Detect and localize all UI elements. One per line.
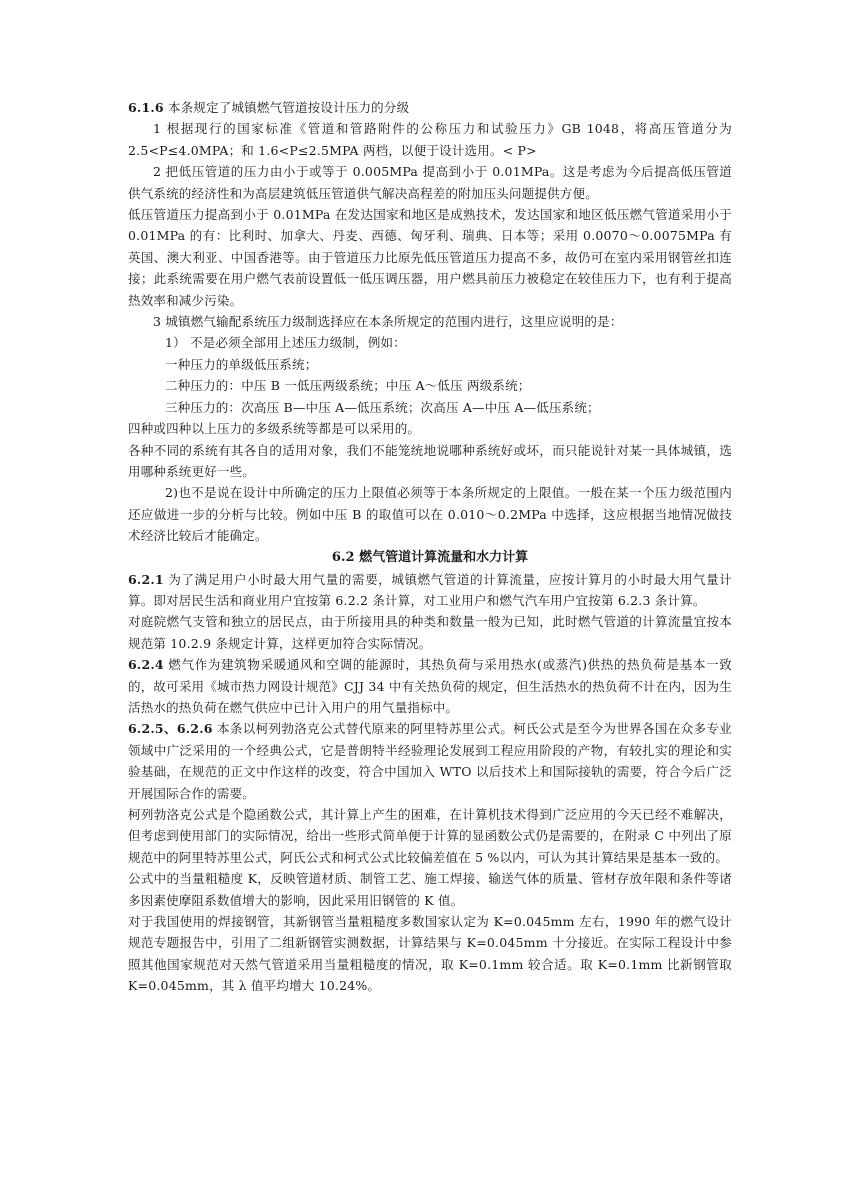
clause-6-1-6 <box>128 97 732 118</box>
paragraph-roughness: 公式中的当量粗糙度 K，反映管道材质、制管工艺、施工焊接、输送气体的质量、管材存放年限和条件等诸多因素使摩阻系数值增大的影响，因此采用旧钢管的 K 值。 <box>128 871 732 908</box>
paragraph-low-pressure: 低压管道压力提高到小于 0.01MPa 在发达国家和地区是成熟技术，发达国家和地区低压燃气管道采用小于 0.01MPa 的有：比利时、加拿大、丹麦、西德、匈牙利、瑞典、日本等；采用 0.0070～0.0075MPa 有英国、澳大利亚、中国香港等。由于管道压力比原先低压管道压力提高不多，故仍可在室内采用钢管丝扣连接；此系统需要在用户燃气表前设置低一低压调压器，用户燃具前压力被稳定在较佳压力下，也有利于提高热效率和减少污染。 <box>128 207 732 308</box>
clause-text: 本条以柯列勃洛克公式替代原来的阿里特苏里公式。柯氏公式是至今为世界各国在众多专业领域中广泛采用的一个经典公式，它是普朗特半经验理论发展到工程应用阶段的产物，有较扎实的理论和实验基础，在规范的正文中作这样的改变，符合中国加入 WTO 以后技术上和国际接轨的需要，符合今后广泛开展国际合作的需要。 <box>128 721 732 801</box>
paragraph-colebrook: 柯列勃洛克公式是个隐函数公式，其计算上产生的困难，在计算机技术得到广泛应用的今天已经不难解决，但考虑到使用部门的实际情况，给出一些形式简单便于计算的显函数公式仍是需要的，在附录 C 中列出了原规范中的阿里特苏里公式，阿氏公式和柯式公式比较偏差值在 5 %以内，可认为其计算结果是基本一致的。 <box>128 807 732 865</box>
section-heading-6-2: 6.2 燃气管道计算流量和水力计算 <box>331 549 529 565</box>
clause-text: 本条规定了城镇燃气管道按设计压力的分级 <box>163 100 410 115</box>
paragraph-sub-2: 2)也不是说在设计中所确定的压力上限值必须等于本条所规定的上限值。一般在某一个压力级范围内还应做进一步的分析与比较。例如中压 B 的取值可以在 0.010～0.2MPa 中选择，这应根据当地情况做技术经济比较后才能确定。 <box>128 485 732 544</box>
paragraph-system-choice: 各种不同的系统有其各自的适用对象，我们不能笼统地说哪种系统好或坏，而只能说针对某一具体城镇，选用哪种系统更好一些。 <box>128 442 732 479</box>
clause-text: 燃气作为建筑物采暖通风和空调的能源时，其热负荷与采用热水(或蒸汽)供热的热负荷是基本一致的，故可采用《城市热力网设计规范》CJJ 34 中有关热负荷的规定，但生活热水的热负荷不计在内，因为生活热水的热负荷在燃气供应中已计入用户的用气量指标中。 <box>128 657 732 715</box>
clause-number: 6.2.1 <box>128 571 164 587</box>
document-page <box>128 97 732 997</box>
clause-number: 6.1.6 <box>128 100 164 115</box>
clause-6-2-4 <box>128 654 732 718</box>
paragraph-courtyard: 对庭院燃气支管和独立的居民点，由于所接用具的种类和数量一般为已知，此时燃气管道的计算流量宜按本规范第 10.2.9 条规定计算，这样更加符合实际情况。 <box>128 614 732 651</box>
clause-number: 6.2.5、6.2.6 <box>128 721 213 737</box>
clause-number: 6.2.4 <box>128 657 164 673</box>
clause-6-2-5-6 <box>128 718 732 804</box>
clause-6-2-1 <box>128 569 732 612</box>
paragraph-three-stage: 三种压力的：次高压 B—中压 A—低压系统；次高压 A—中压 A—低压系统； <box>165 399 600 415</box>
clause-text: 为了满足用户小时最大用气量的需要，城镇燃气管道的计算流量，应按计算月的小时最大用气量计算。即对居民生活和商业用户宜按第 6.2.2 条计算，对工业用户和燃气汽车用户宜按第 6.2.3 条计算。 <box>128 571 732 608</box>
paragraph-item-1: 1 根据现行的国家标准《管道和管路附件的公称压力和试验压力》GB 1048，将高压管道分为 2.5<P≤4.0MPA；和 1.6<P≤2.5MPA 两档，以便于设计选用。< P> <box>128 121 732 158</box>
paragraph-sub-1: 1） 不是必须全部用上述压力级制，例如： <box>165 335 406 351</box>
paragraph-single-stage: 一种压力的单级低压系统； <box>165 356 318 372</box>
paragraph-item-2: 2 把低压管道的压力由小于或等于 0.005MPa 提高到小于 0.01MPa。这是考虑为今后提高低压管道供气系统的经济性和为高层建筑低压管道供气解决高程差的附加压头问题提供方便。 <box>128 164 732 201</box>
paragraph-two-stage: 二种压力的：中压 B 一低压两级系统；中压 A～低压 两级系统； <box>165 378 531 394</box>
paragraph-welded-pipe: 对于我国使用的焊接钢管，其新钢管当量粗糙度多数国家认定为 K=0.045mm 左右，1990 年的燃气设计规范专题报告中，引用了二组新钢管实测数据，计算结果与 K=0.045mm 十分接近。在实际工程设计中参照其他国家规范对天然气管道采用当量粗糙度的情况，取 K=0.1mm 较合适。取 K=0.1mm 比新钢管取 K=0.045mm，其 λ 值平均增大 10.24%。 <box>128 914 732 994</box>
paragraph-multi-stage: 四种或四种以上压力的多级系统等都是可以采用的。 <box>128 421 421 437</box>
paragraph-item-3: 3 城镇燃气输配系统压力级制选择应在本条所规定的范围内进行，这里应说明的是： <box>153 314 623 330</box>
